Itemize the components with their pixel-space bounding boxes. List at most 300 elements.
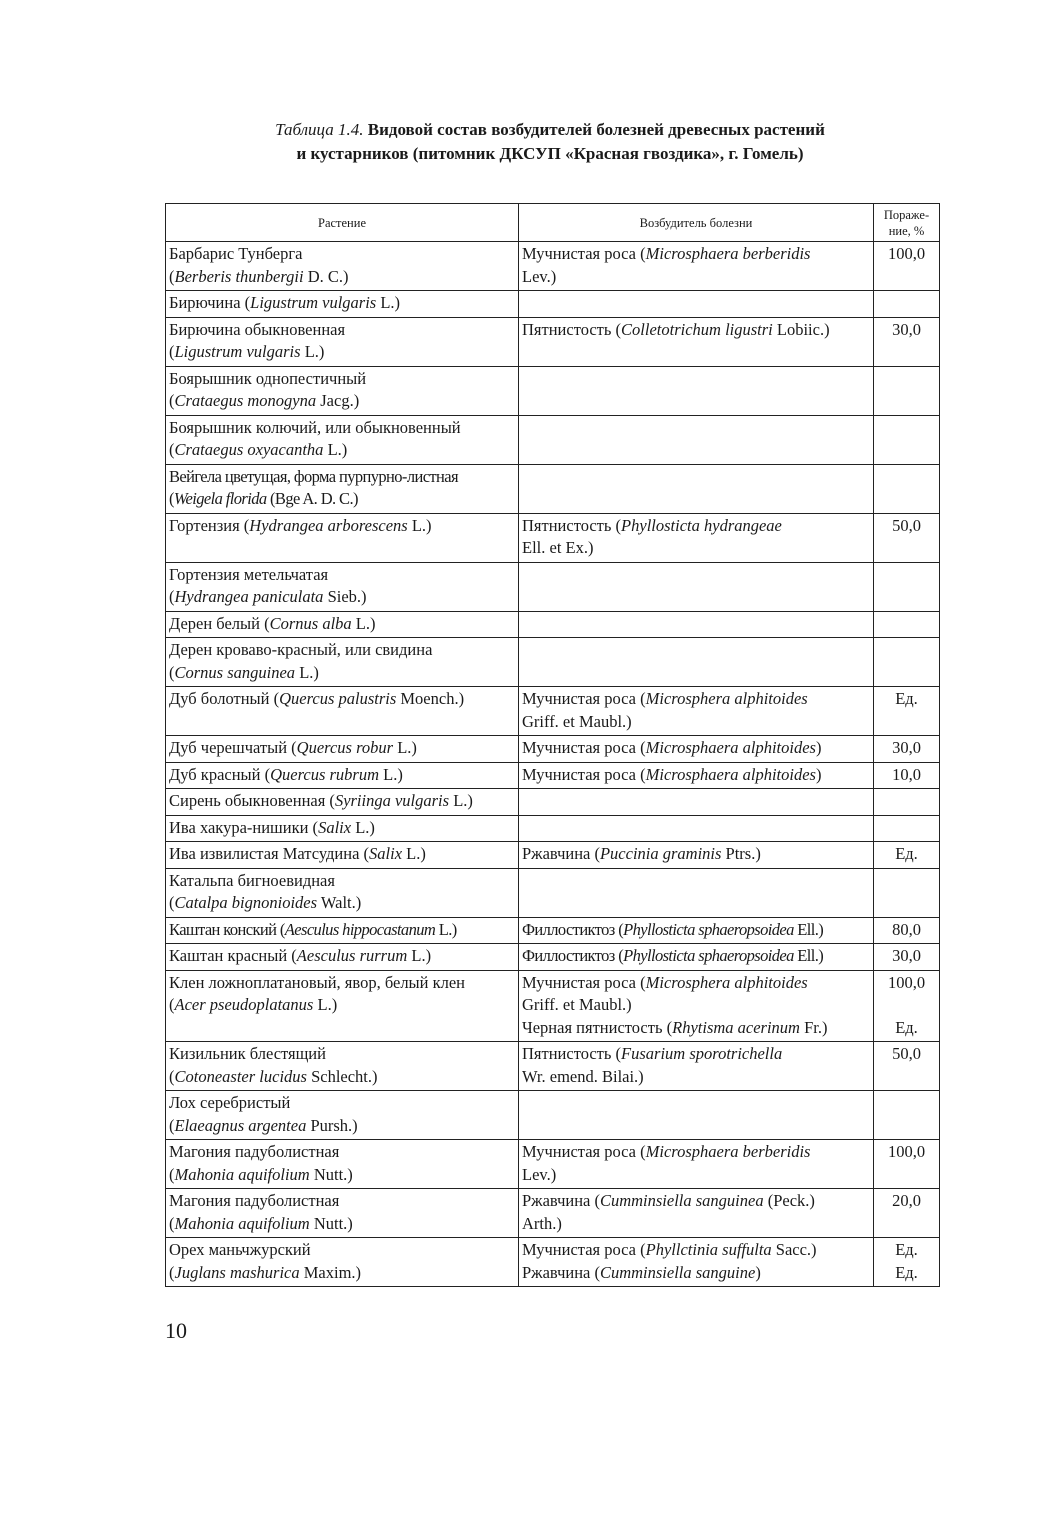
text-segment: L.) (376, 293, 401, 312)
pathogen-line (522, 1017, 870, 1040)
plant-line (169, 1164, 515, 1187)
latin-name: Quercus rubrum (270, 764, 380, 784)
damage-cell (874, 1140, 940, 1189)
plant-line (169, 466, 515, 489)
table-row (166, 789, 940, 816)
plant-cell (166, 464, 519, 513)
pathogen-cell (519, 291, 874, 318)
text-segment: Schlecht.) (306, 1066, 378, 1086)
plant-line (169, 817, 515, 840)
plant-line (169, 737, 515, 760)
plant-cell (166, 513, 519, 562)
plant-line (169, 1262, 515, 1285)
text-segment: L.) (435, 919, 457, 939)
plant-line (169, 972, 515, 995)
damage-value: Ед. (895, 1262, 918, 1282)
text-segment: L.) (449, 791, 473, 810)
plant-line (169, 1115, 515, 1138)
table-row (166, 917, 940, 944)
table-row (166, 562, 940, 611)
plant-line (169, 319, 515, 342)
text-segment: Nutt.) (309, 1213, 353, 1233)
damage-value: 30,0 (892, 738, 921, 757)
latin-name: Catalpa bignonioides (174, 893, 318, 912)
latin-name: Aesculus hippocastanum (284, 919, 436, 939)
table-row (166, 970, 940, 1042)
table-row (166, 1091, 940, 1140)
text-segment: (Bge A. D. C.) (266, 489, 358, 508)
pathogen-cell (519, 815, 874, 842)
latin-name: Phyllctinia suffulta (645, 1240, 772, 1259)
plant-line (169, 688, 515, 711)
plant-line (169, 586, 515, 609)
latin-name: Juglans mashurica (174, 1262, 300, 1282)
pathogen-cell (519, 317, 874, 366)
pathogen-line (522, 1190, 870, 1213)
damage-value: 100,0 (887, 972, 926, 992)
table-row (166, 291, 940, 318)
text-segment: Ptrs.) (721, 844, 761, 863)
text-segment: Гортензия метельчатая (169, 564, 329, 584)
text-segment: ( (169, 342, 175, 361)
pathogen-line (522, 537, 870, 560)
text-segment: ) (815, 738, 822, 757)
latin-name: Elaeagnus argentea (174, 1115, 307, 1135)
damage-cell (874, 970, 940, 1042)
text-segment: ( (169, 893, 175, 912)
damage-cell (874, 789, 940, 816)
damage-cell (874, 638, 940, 687)
text-segment: Клен ложноплатановый, явор, белый клен (169, 972, 466, 992)
text-segment: Lobiic.) (772, 319, 830, 339)
table-header-row (166, 204, 940, 242)
pathogen-line (522, 1239, 870, 1262)
table-row (166, 415, 940, 464)
plant-cell (166, 815, 519, 842)
plant-cell (166, 736, 519, 763)
table-row (166, 513, 940, 562)
pathogen-line (522, 688, 870, 711)
latin-name: Syriinga vulgaris (334, 791, 450, 810)
text-segment: ( (169, 587, 175, 606)
plant-line (169, 1141, 515, 1164)
latin-name: Crataegus oxyacantha (174, 440, 324, 459)
latin-name: Cumminsiella sanguinea (599, 1191, 764, 1210)
latin-name: Salix (369, 844, 403, 863)
damage-value: 100,0 (887, 1142, 926, 1161)
plant-cell (166, 242, 519, 291)
pathogen-cell (519, 1238, 874, 1287)
latin-name: Acer pseudoplatanus (174, 995, 314, 1014)
plant-cell (166, 291, 519, 318)
pathogen-cell (519, 1140, 874, 1189)
text-segment: ( (169, 1066, 175, 1086)
text-segment: Мучнистая роса ( (522, 972, 646, 992)
pathogen-line (522, 737, 870, 760)
latin-name: Puccinia graminis (599, 844, 722, 863)
text-segment: Магония падуболистная (169, 1142, 340, 1161)
text-segment: Ржавчина ( (522, 1262, 600, 1282)
pathogen-line (522, 972, 870, 995)
text-segment: Бирючина обыкновенная (169, 319, 346, 339)
plant-cell (166, 868, 519, 917)
plant-line (169, 368, 515, 391)
text-segment: ( (169, 995, 175, 1014)
damage-cell (874, 1238, 940, 1287)
header-plant: Растение (166, 204, 519, 242)
plant-cell (166, 415, 519, 464)
plant-line (169, 662, 515, 685)
damage-cell (874, 464, 940, 513)
plant-cell (166, 1189, 519, 1238)
plant-line (169, 843, 515, 866)
pathogen-cell (519, 687, 874, 736)
text-segment: Ell.) (793, 919, 824, 939)
plant-cell (166, 1091, 519, 1140)
text-segment: ( (169, 266, 175, 286)
plant-cell (166, 789, 519, 816)
damage-cell (874, 611, 940, 638)
plant-line (169, 1239, 515, 1262)
pathogen-line (522, 764, 870, 787)
table-row (166, 687, 940, 736)
latin-name: Cumminsiella sanguine (599, 1262, 756, 1282)
text-segment: Мучнистая роса ( (522, 1142, 646, 1161)
text-segment: L.) (351, 817, 375, 837)
latin-name: Microsphera alphitoides (645, 972, 808, 992)
latin-name: Microsphaera alphitoides (645, 738, 816, 757)
plant-line (169, 1043, 515, 1066)
text-segment: Дерен белый ( (169, 613, 270, 633)
caption-title-line-2: и кустарников (питомник ДКСУП «Красная гвоздика», г. Гомель) (296, 144, 804, 163)
plant-line (169, 1092, 515, 1115)
plant-line (169, 266, 515, 289)
page-number: 10 (165, 1318, 187, 1343)
pathogen-cell (519, 1189, 874, 1238)
text-segment: ( (169, 391, 175, 410)
text-segment: Ell.) (793, 946, 824, 965)
text-segment: Griff. et Maubl.) (522, 711, 632, 731)
latin-name: Quercus palustris (279, 689, 397, 708)
damage-value: 30,0 (892, 319, 921, 339)
text-segment: L.) (351, 613, 376, 633)
damage-value: 80,0 (892, 919, 921, 939)
plant-line (169, 613, 515, 636)
table-row (166, 366, 940, 415)
text-segment: (Peck.) (763, 1191, 815, 1210)
text-segment: Мучнистая роса ( (522, 764, 646, 784)
text-segment: L.) (402, 844, 426, 863)
table-row (166, 317, 940, 366)
plant-cell (166, 638, 519, 687)
pathogen-cell (519, 366, 874, 415)
header-damage (874, 204, 940, 242)
table-row (166, 638, 940, 687)
latin-name: Phyllosticta sphaeropsoidea (623, 919, 794, 939)
text-segment: Ржавчина ( (522, 1191, 600, 1210)
text-segment: Сирень обыкновенная ( (169, 791, 335, 810)
pathogen-cell (519, 736, 874, 763)
text-segment: Ржавчина ( (522, 844, 600, 863)
damage-cell (874, 815, 940, 842)
plant-line (169, 515, 515, 538)
text-segment: Мучнистая роса ( (522, 689, 646, 708)
pathogen-line (522, 994, 870, 1017)
text-segment: Pursh.) (306, 1115, 358, 1135)
text-segment: ( (169, 1262, 175, 1282)
latin-name: Mahonia aquifolium (174, 1213, 310, 1233)
text-segment: Кизильник блестящий (169, 1044, 326, 1063)
text-segment: Пятнистость ( (522, 1044, 622, 1063)
text-segment: L.) (407, 946, 432, 965)
damage-cell (874, 1189, 940, 1238)
text-segment: Jacg.) (316, 391, 360, 410)
latin-name: Aesculus rurrum (296, 946, 408, 965)
text-segment: Lev.) (522, 266, 557, 286)
latin-name: Cotoneaster lucidus (174, 1066, 307, 1086)
pathogen-line (522, 1164, 870, 1187)
caption-label: Таблица 1.4. (275, 120, 364, 139)
plant-cell (166, 366, 519, 415)
pathogen-line (522, 711, 870, 734)
table-row (166, 464, 940, 513)
text-segment: Maxim.) (299, 1262, 362, 1282)
table-row (166, 1140, 940, 1189)
latin-name: Cornus alba (269, 613, 352, 633)
damage-value: Ед. (895, 1240, 918, 1259)
damage-value: 50,0 (892, 515, 921, 535)
pathogen-cell (519, 917, 874, 944)
text-segment: Орех маньчжурский (169, 1240, 311, 1259)
damage-cell (874, 513, 940, 562)
text-segment: Arth.) (522, 1213, 562, 1233)
plant-line (169, 1213, 515, 1236)
pathogen-line (522, 1043, 870, 1066)
text-segment: Мучнистая роса ( (522, 244, 646, 263)
text-segment: Барбарис Тунберга (169, 244, 303, 263)
pathogen-cell (519, 944, 874, 971)
text-segment: Каштан красный ( (169, 946, 297, 965)
text-segment: Nutt.) (309, 1164, 353, 1184)
text-segment: Ива извилистая Матсудина ( (169, 844, 370, 863)
text-segment: Мучнистая роса ( (522, 738, 646, 757)
latin-name: Hydrangea paniculata (174, 587, 324, 606)
text-segment: Пятнистость ( (522, 319, 622, 339)
latin-name: Ligustrum vulgaris (174, 342, 301, 361)
damage-cell (874, 944, 940, 971)
damage-value: 30,0 (892, 946, 921, 965)
damage-cell (874, 687, 940, 736)
plant-cell (166, 944, 519, 971)
damage-cell (874, 366, 940, 415)
plant-line (169, 639, 515, 662)
text-segment: Бирючина ( (169, 293, 251, 312)
pathogen-cell (519, 842, 874, 869)
text-segment: Дерен кроваво-красный, или свидина (169, 640, 433, 659)
text-segment: Walt.) (317, 893, 362, 912)
plant-line (169, 1190, 515, 1213)
table-row (166, 944, 940, 971)
latin-name: Microsphera alphitoides (645, 689, 808, 708)
pathogen-line (522, 243, 870, 266)
text-segment: Филлостиктоз ( (522, 919, 624, 939)
header-damage-line-2: ние, % (888, 223, 925, 238)
text-segment: L.) (313, 995, 338, 1014)
latin-name: Colletotrichum ligustri (621, 319, 773, 339)
pathogen-cell (519, 638, 874, 687)
text-segment: L.) (379, 764, 403, 784)
header-pathogen: Возбудитель болезни (519, 204, 874, 242)
pathogen-cell (519, 868, 874, 917)
text-segment: Lev.) (522, 1164, 557, 1184)
pathogen-cell (519, 789, 874, 816)
table-row (166, 242, 940, 291)
plant-cell (166, 562, 519, 611)
table-row (166, 1189, 940, 1238)
damage-cell (874, 242, 940, 291)
damage-cell (874, 1091, 940, 1140)
table-row (166, 736, 940, 763)
plant-line (169, 945, 515, 968)
header-damage-line-1: Пораже- (883, 207, 930, 222)
plant-line (169, 390, 515, 413)
pathogen-line (522, 945, 870, 968)
pathogen-cell (519, 415, 874, 464)
damage-value (877, 994, 936, 1017)
table-row (166, 611, 940, 638)
pathogen-line (522, 843, 870, 866)
plant-cell (166, 687, 519, 736)
damage-value: 10,0 (892, 764, 921, 784)
text-segment: Магония падуболистная (169, 1191, 340, 1210)
pathogen-table (165, 203, 940, 1287)
plant-line (169, 1066, 515, 1089)
latin-name: Salix (318, 817, 352, 837)
text-segment: L.) (323, 440, 348, 459)
pathogen-cell (519, 464, 874, 513)
latin-name: Phyllosticta hydrangeae (621, 515, 782, 535)
plant-line (169, 439, 515, 462)
damage-value: 20,0 (892, 1191, 921, 1210)
plant-cell (166, 611, 519, 638)
text-segment: ( (169, 1213, 175, 1233)
damage-cell (874, 736, 940, 763)
text-segment: Боярышник колючий, или обыкновенный (169, 417, 461, 437)
pathogen-cell (519, 611, 874, 638)
latin-name: Mahonia aquifolium (174, 1164, 310, 1184)
latin-name: Microsphaera alphitoides (645, 764, 816, 784)
plant-line (169, 488, 515, 511)
latin-name: Crataegus monogyna (174, 391, 317, 410)
table-caption (0, 118, 1058, 166)
table-row (166, 762, 940, 789)
damage-value: 100,0 (887, 244, 926, 263)
pathogen-cell (519, 970, 874, 1042)
pathogen-cell (519, 762, 874, 789)
text-segment: Sacc.) (771, 1240, 817, 1259)
plant-line (169, 417, 515, 440)
pathogen-line (522, 1066, 870, 1089)
text-segment: L.) (393, 738, 417, 757)
text-segment: ( (169, 440, 175, 459)
latin-name: Hydrangea arborescens (249, 515, 408, 535)
text-segment: Гортензия ( (169, 515, 250, 535)
plant-line (169, 790, 515, 813)
pathogen-cell (519, 513, 874, 562)
text-segment: Черная пятнистость ( (522, 1017, 673, 1037)
plant-cell (166, 1238, 519, 1287)
pathogen-cell (519, 562, 874, 611)
text-segment: ( (169, 662, 175, 682)
latin-name: Phyllosticta sphaeropsoidea (623, 946, 794, 965)
text-segment: ) (815, 764, 822, 784)
text-segment: Дуб болотный ( (169, 689, 280, 708)
text-segment: Ell. et Ex.) (522, 538, 594, 557)
table-row (166, 1238, 940, 1287)
table-row (166, 868, 940, 917)
plant-line (169, 919, 515, 942)
caption-line-1 (0, 118, 1058, 142)
text-segment: Вейгела цветущая, форма пурпурно-листная (169, 466, 458, 486)
text-segment: L.) (407, 515, 432, 535)
text-segment: ( (169, 1115, 175, 1135)
plant-line (169, 243, 515, 266)
text-segment: Лох серебристый (169, 1093, 291, 1112)
damage-cell (874, 1042, 940, 1091)
latin-name: Berberis thunbergii (174, 266, 304, 286)
pathogen-line (522, 319, 870, 342)
plant-line (169, 764, 515, 787)
pathogen-cell (519, 242, 874, 291)
text-segment: Moench.) (396, 689, 465, 708)
damage-cell (874, 291, 940, 318)
plant-cell (166, 842, 519, 869)
pathogen-line (522, 1262, 870, 1285)
latin-name: Weigela florida (173, 489, 267, 508)
text-segment: Wr. emend. Bilai.) (522, 1066, 644, 1086)
text-segment: Ива хакура-нишики ( (169, 817, 319, 837)
text-segment: ) (755, 1262, 761, 1282)
damage-cell (874, 842, 940, 869)
text-segment: Каштан конский ( (169, 919, 285, 939)
pathogen-line (522, 515, 870, 538)
text-segment: Филлостиктоз ( (522, 946, 624, 965)
table-row (166, 815, 940, 842)
latin-name: Fusarium sporotrichella (621, 1044, 783, 1063)
damage-cell (874, 562, 940, 611)
text-segment: L.) (300, 342, 325, 361)
plant-cell (166, 917, 519, 944)
pathogen-cell (519, 1042, 874, 1091)
plant-line (169, 892, 515, 915)
plant-cell (166, 762, 519, 789)
text-segment: Боярышник однопестичный (169, 368, 367, 388)
pathogen-cell (519, 1091, 874, 1140)
text-segment: Пятнистость ( (522, 515, 622, 535)
plant-line (169, 870, 515, 893)
text-segment: Катальпа бигноевидная (169, 870, 335, 890)
pathogen-line (522, 266, 870, 289)
plant-line (169, 341, 515, 364)
plant-cell (166, 970, 519, 1042)
text-segment: Мучнистая роса ( (522, 1240, 646, 1259)
damage-value: 50,0 (892, 1044, 921, 1063)
text-segment: Fr.) (799, 1017, 828, 1037)
plant-cell (166, 1042, 519, 1091)
plant-cell (166, 317, 519, 366)
latin-name: Cornus sanguinea (174, 662, 296, 682)
text-segment: Griff. et Maubl.) (522, 995, 632, 1014)
